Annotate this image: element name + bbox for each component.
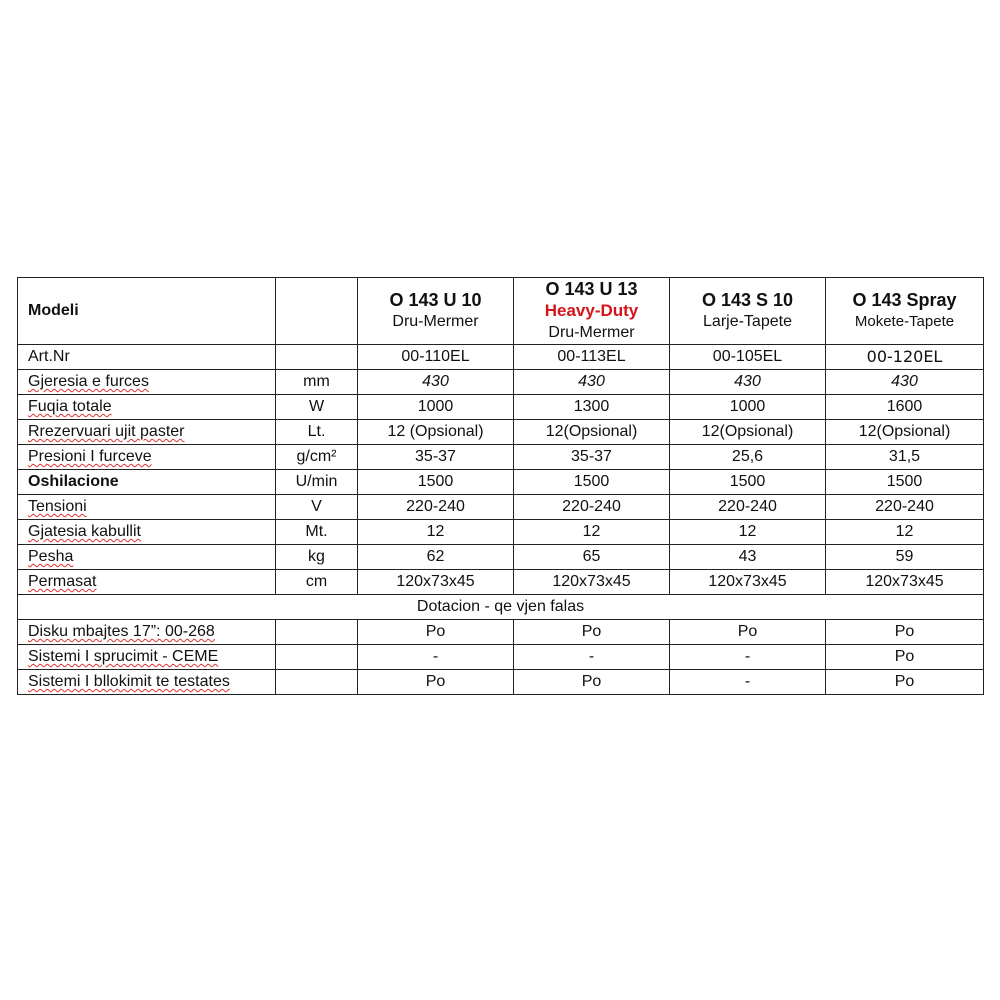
- value-cell: 62: [358, 545, 514, 570]
- value-cell: 430: [826, 370, 984, 395]
- model-desc: Dru-Mermer: [392, 313, 479, 330]
- value-cell: Po: [670, 620, 826, 645]
- value-cell: 12: [358, 520, 514, 545]
- value-cell: Po: [826, 670, 984, 695]
- row-unit: W: [276, 395, 358, 420]
- value-cell: 35-37: [514, 445, 670, 470]
- value-cell: 12: [670, 520, 826, 545]
- value-cell: 59: [826, 545, 984, 570]
- value-cell: Po: [514, 620, 670, 645]
- header-unit-cell: [276, 278, 358, 345]
- value-cell: 430: [670, 370, 826, 395]
- value-cell: 00-113EL: [514, 345, 670, 370]
- value-cell: 00-105EL: [670, 345, 826, 370]
- value-cell: 35-37: [358, 445, 514, 470]
- value-cell: 220-240: [514, 495, 670, 520]
- value-cell: 1000: [358, 395, 514, 420]
- value-cell: 430: [358, 370, 514, 395]
- value-cell: 220-240: [670, 495, 826, 520]
- value-cell: 120x73x45: [514, 570, 670, 595]
- table-row: [18, 495, 984, 520]
- row-unit: mm: [276, 370, 358, 395]
- row-label: Sistemi I sprucimit - CEME: [18, 645, 276, 670]
- row-unit: [276, 670, 358, 695]
- value-cell: -: [514, 645, 670, 670]
- model-header-2: [514, 278, 670, 345]
- section-title: Dotacion - qe vjen falas: [18, 595, 984, 620]
- value-cell: 220-240: [358, 495, 514, 520]
- value-cell: -: [670, 645, 826, 670]
- header-label: Modeli: [18, 278, 276, 345]
- value-cell: 65: [514, 545, 670, 570]
- value-cell: Po: [358, 670, 514, 695]
- row-label: Fuqia totale: [18, 395, 276, 420]
- row-unit: [276, 645, 358, 670]
- value-cell: 31,5: [826, 445, 984, 470]
- value-cell: 12(Opsional): [670, 420, 826, 445]
- spec-table: [17, 277, 984, 695]
- value-cell: 220-240: [826, 495, 984, 520]
- model-name: O 143 S 10: [701, 290, 794, 310]
- row-unit: V: [276, 495, 358, 520]
- value-cell: 120x73x45: [358, 570, 514, 595]
- row-unit: Mt.: [276, 520, 358, 545]
- table-row: [18, 620, 984, 645]
- row-label: Pesha: [18, 545, 276, 570]
- row-unit: cm: [276, 570, 358, 595]
- value-cell: Po: [826, 645, 984, 670]
- table-row: [18, 570, 984, 595]
- value-cell: 43: [670, 545, 826, 570]
- value-cell: 120x73x45: [670, 570, 826, 595]
- table-row: [18, 645, 984, 670]
- row-unit: kg: [276, 545, 358, 570]
- table-row: [18, 545, 984, 570]
- table-row: [18, 670, 984, 695]
- row-label: Presioni I furceve: [18, 445, 276, 470]
- value-cell: 12: [514, 520, 670, 545]
- row-unit: [276, 345, 358, 370]
- value-cell: 430: [514, 370, 670, 395]
- value-cell: 12(Opsional): [826, 420, 984, 445]
- table-row: [18, 370, 984, 395]
- model-desc: Mokete-Tapete: [854, 313, 955, 330]
- value-cell: -: [358, 645, 514, 670]
- value-cell: 1300: [514, 395, 670, 420]
- row-label: Permasat: [18, 570, 276, 595]
- row-label: Gjeresia e furces: [18, 370, 276, 395]
- value-cell: 1000: [670, 395, 826, 420]
- row-unit: U/min: [276, 470, 358, 495]
- table-row: [18, 520, 984, 545]
- model-header-1: [358, 278, 514, 345]
- extra-rows: [18, 620, 984, 695]
- row-label: Sistemi I bllokimit te testates: [18, 670, 276, 695]
- row-label: Rrezervuari ujit paster: [18, 420, 276, 445]
- value-cell: 12 (Opsional): [358, 420, 514, 445]
- row-label: Disku mbajtes 17”: 00-268: [18, 620, 276, 645]
- value-cell: 120x73x45: [826, 570, 984, 595]
- value-cell: 1500: [670, 470, 826, 495]
- table-row: [18, 470, 984, 495]
- value-cell: 1600: [826, 395, 984, 420]
- row-unit: Lt.: [276, 420, 358, 445]
- model-desc: Dru-Mermer: [548, 324, 635, 341]
- value-cell: Po: [826, 620, 984, 645]
- value-cell: 25,6: [670, 445, 826, 470]
- row-unit: [276, 620, 358, 645]
- row-label: Tensioni: [18, 495, 276, 520]
- table-row: [18, 445, 984, 470]
- table-row: [18, 395, 984, 420]
- model-name: O 143 Spray: [852, 290, 957, 310]
- value-cell: Po: [514, 670, 670, 695]
- row-unit: g/cm²: [276, 445, 358, 470]
- value-cell: -: [670, 670, 826, 695]
- value-cell: 00-110EL: [358, 345, 514, 370]
- model-name: O 143 U 10: [389, 290, 482, 310]
- spec-rows: [18, 345, 984, 595]
- value-cell: 12: [826, 520, 984, 545]
- model-header-3: [670, 278, 826, 345]
- model-header-4: [826, 278, 984, 345]
- header-row: [18, 278, 984, 345]
- value-cell: 1500: [514, 470, 670, 495]
- value-cell: Po: [358, 620, 514, 645]
- row-label: Oshilacione: [18, 470, 276, 495]
- value-cell: 12(Opsional): [514, 420, 670, 445]
- row-label: Gjatesia kabullit: [18, 520, 276, 545]
- model-badge: Heavy-Duty: [544, 301, 639, 320]
- value-cell: 1500: [358, 470, 514, 495]
- row-label: Art.Nr: [18, 345, 276, 370]
- model-name: O 143 U 13: [545, 279, 638, 299]
- section-row: [18, 595, 984, 620]
- value-cell: 00-120EL: [826, 345, 984, 370]
- value-cell: 1500: [826, 470, 984, 495]
- table-row: [18, 420, 984, 445]
- table-row: [18, 345, 984, 370]
- model-desc: Larje-Tapete: [703, 313, 792, 330]
